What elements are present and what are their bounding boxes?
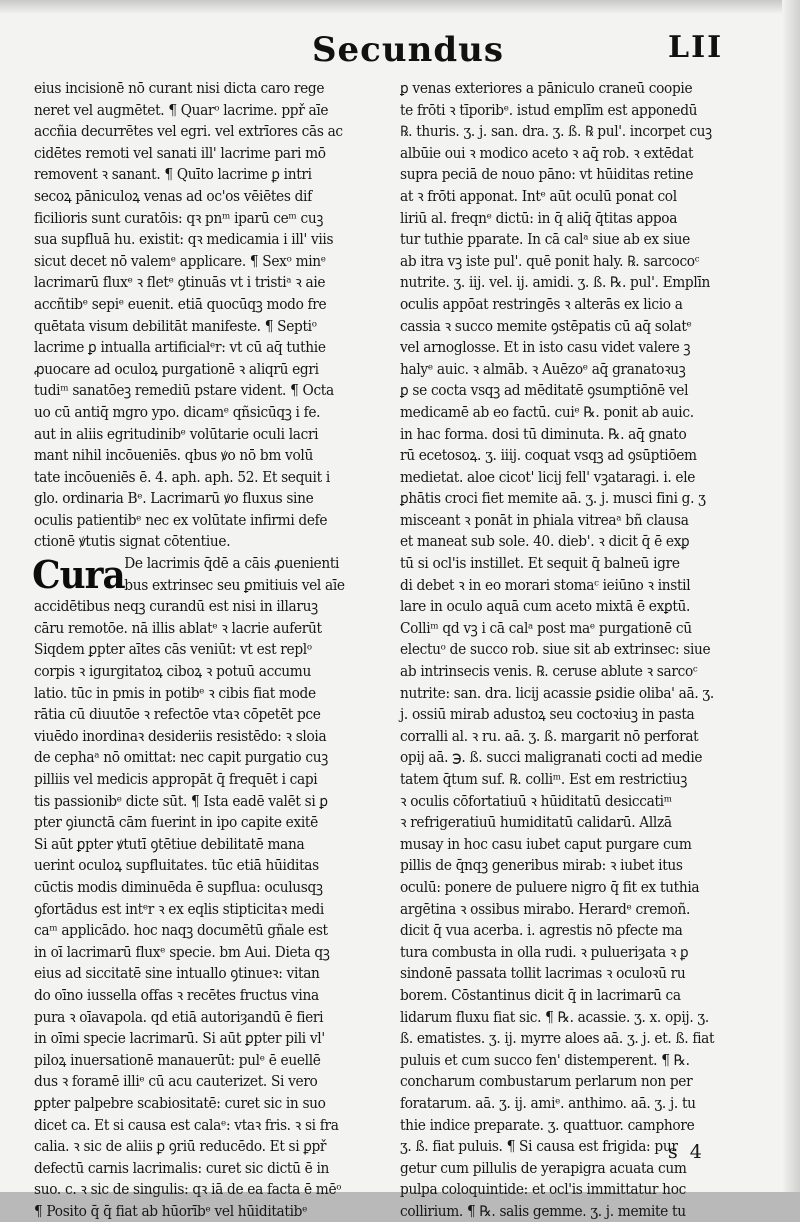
text-line: te frōti ꝛ tīporibᵉ. istud emplīm est apponedū — [400, 101, 698, 119]
text-line: nutrite. ʒ. iij. vel. ij. amidi. ʒ. ß. ℞. pul'. Emplīn — [400, 274, 711, 292]
text-line: mant nihil incōueniēs. qbus ꝟo nō bm volū — [34, 447, 313, 465]
initial-adjacent-lines — [124, 553, 344, 596]
text-line: pulpa coloquintide: et ocl'is immittatur hoc — [400, 1181, 686, 1199]
text-line: de cephaᵃ nō omittat: nec capit purgatio cuꝫ — [34, 749, 328, 767]
text-line: tatem q̄tum suf. ℞. colliᵐ. Est em restrictiuꝫ — [400, 771, 688, 788]
text-line: secoꝝ pāniculoꝝ venas ad oc'os vēiētes dif — [34, 187, 312, 205]
text-line: collirium. ¶ ℞. salis gemme. ʒ. j. memite tu — [400, 1202, 686, 1220]
left-column-paragraph-2 — [34, 596, 401, 1222]
text-line: uerint oculoꝝ supfluitates. tūc etiā hūiditas — [34, 857, 319, 875]
text-line: at ꝛ frōti apponat. Intᵉ aūt oculū ponat col — [400, 187, 677, 205]
text-line: opij aā. ℈. ß. succi maligranati cocti ad medie — [400, 749, 703, 767]
decorated-initial-cura: Cura — [32, 552, 125, 598]
text-line: viuēdo inordinaꝛ desideriis resistēdo: ꝛ sloia — [34, 727, 327, 745]
text-line: accñtibᵉ sepiᵉ euenit. etiā quocūqꝫ modo fre — [34, 295, 327, 313]
text-line: cassia ꝛ succo memite ꝯstēpatis cū aq̄ solatᵉ — [400, 317, 692, 335]
text-line: j. ossiū mirab adustoꝝ seu coctoꝛiuꝫ in pasta — [400, 706, 695, 724]
text-line: puluis et cum succo fen' distemperent. ¶ ℞. — [400, 1051, 690, 1069]
text-line: argētina ꝛ ossibus mirabo. Herardᵉ cremoñ. — [400, 900, 691, 918]
text-line: cūctis modis diminuēda ē supflua: oculusqꝫ — [34, 878, 323, 896]
text-line: rātia cū diuutōe ꝛ refectōe vtaꝛ cōpetēt pce — [34, 706, 321, 724]
folio-number: LII — [668, 30, 724, 65]
text-line: aut in aliis egritudinibᵉ volūtarie oculi lacri — [34, 425, 319, 443]
text-line: ꝓuocare ad oculoꝝ purgationē ꝛ aliqrū egri — [34, 360, 319, 378]
text-line: tur tuthie pparate. In cā calᵃ siue ab ex siue — [400, 231, 690, 249]
text-line: latio. tūc in pmis in potibᵉ ꝛ cibis fiat mode — [34, 684, 316, 702]
text-line: ꝑ se cocta vsqꝫ ad mēditatē ꝯsumptiōnē vel — [400, 382, 689, 400]
text-line: cāru remotōe. nā illis ablatᵉ ꝛ lacrie auferūt — [34, 619, 322, 637]
text-line: borem. Cōstantinus dicit q̄ in lacrimarū ca — [400, 986, 681, 1004]
text-line: di debet ꝛ in eo morari stomaᶜ ieiūno ꝛ instil — [400, 576, 691, 594]
text-line: eius ad siccitatē sine intuallo ꝯtinueꝛ: vitan — [34, 965, 320, 983]
text-line: corralli al. ꝛ ru. aā. ʒ. ß. margarit nō perforat — [400, 727, 699, 745]
text-line: bus extrinsec seu ꝑmitiuis vel aīe — [124, 576, 345, 594]
text-line: Si aūt ꝑpter ꝟtutī ꝯtētiue debilitatē mana — [34, 835, 305, 853]
text-line: in hac forma. dosi tū diminuta. ℞. aq̄ gnato — [400, 425, 687, 443]
text-line: lacrime ꝑ intualla artificialᵉr: vt cū aq̄ tuthie — [34, 339, 326, 357]
text-line: tis passionibᵉ dicte sūt. ¶ Ista eadē valēt si ꝑ — [34, 792, 328, 810]
cura-section-opening — [34, 553, 401, 596]
text-line: medicamē ab eo factū. cuiᵉ ℞. ponit ab auic. — [400, 403, 694, 421]
text-line: ꝛ refrigeratiuū humiditatū calidarū. Allzā — [400, 814, 672, 832]
left-column-paragraph-1 — [34, 78, 401, 553]
text-line: eius incisionē nō curant nisi dicta caro rege — [34, 80, 325, 97]
text-line: in oīmi specie lacrimarū. Si aūt ꝑpter pili vl' — [34, 1030, 325, 1048]
text-line: misceant ꝛ ponāt in phiala vitreaᵃ bñ clausa — [400, 511, 689, 529]
text-line: pilliis vel medicis appropāt q̄ frequēt i capi — [34, 771, 318, 788]
text-line: sindonē passata tollit lacrimas ꝛ oculoꝛū ru — [400, 965, 686, 983]
text-line: tū si ocl'is instillet. Et sequit q̄ balneū igre — [400, 555, 680, 573]
text-line: pillis de q̄nqꝫ generibus mirab: ꝛ iubet itus — [400, 857, 683, 875]
text-line: corpis ꝛ igurgitatoꝝ ciboꝝ ꝛ potuū accumu — [34, 663, 312, 681]
right-text-column — [400, 78, 763, 1222]
text-line: ꝑpter palpebre scabiositatē: curet sic in suo — [34, 1094, 326, 1112]
text-line: oculis patientibᵉ nec ex volūtate infirmi defe — [34, 511, 328, 529]
text-line: ab itra vꝫ iste pul'. quē ponit haly. ℞. sarcocoᶜ — [400, 252, 700, 270]
text-line: Siqdem ꝑpter aītes cās veniūt: vt est replᵒ — [34, 641, 312, 659]
text-line: De lacrimis q̄dē a cāis ꝓuenienti — [124, 555, 340, 573]
text-line: accñia decurrētes vel egri. vel extrīores cās ac — [34, 123, 343, 141]
text-line: ꝯfortādus est intᵉr ꝛ ex eqlis stipticitaꝛ medi — [34, 900, 324, 918]
text-line: tudiᵐ sanatōeꝫ remediū pstare vident. ¶ Octa — [34, 382, 334, 400]
signature-mark: s 4 — [668, 1141, 705, 1163]
text-line: do oīno iussella offas ꝛ recētes fructus vina — [34, 986, 319, 1004]
text-line: electuᵒ de succo rob. siue sit ab extrinsec: siue — [400, 641, 711, 659]
text-line: sicut decet nō valemᵉ applicare. ¶ Sexᵒ minᵉ — [34, 252, 326, 270]
text-line: sua supfluā hu. existit: qꝛ medicamia i ill' viis — [34, 231, 334, 249]
text-line: defectū carnis lacrimalis: curet sic dictū ē in — [34, 1159, 330, 1177]
text-line: ʒ. ß. fiat puluis. ¶ Si causa est frigida: pur — [400, 1138, 678, 1156]
text-line: glo. ordinaria Bᵉ. Lacrimarū ꝟo fluxus sine — [34, 490, 314, 508]
text-line: nutrite: san. dra. licij acassie ꝑsidie oliba' aā. ʒ. — [400, 684, 714, 702]
text-line: ficilioris sunt curatōis: qꝛ pnᵐ iparū ceᵐ cuꝫ — [34, 209, 324, 227]
text-line: uo cū antiq̄ mgro ypo. dicamᵉ qñsicūqꝫ i fe. — [34, 403, 321, 421]
text-line: foratarum. aā. ʒ. ij. amiᵉ. anthimo. aā. ʒ. j. tu — [400, 1094, 696, 1112]
text-line: ctionē ꝟtutis signat cōtentiue. — [34, 533, 231, 551]
text-line: calia. ꝛ sic de aliis ꝑ ꝯriū reducēdo. Et si ꝑpř — [34, 1138, 327, 1156]
text-line: Colliᵐ qd vꝫ i cā calᵃ post maᵉ purgationē cū — [400, 619, 692, 637]
left-text-column — [34, 78, 401, 1222]
text-line: supra peciā de nouo pāno: vt hūiditas retine — [400, 166, 694, 184]
text-line: liriū al. freqnᵉ dictū: in q̄ aliq̄ q̄titas appoa — [400, 209, 678, 227]
text-line: cidētes remoti vel sanati ill' lacrime pari mō — [34, 144, 326, 162]
text-line: ¶ Posito q̄ q̄ fiat ab hūorībᵉ vel hūiditatibᵉ — [34, 1202, 308, 1220]
text-line: suo. c. ꝛ sic de singulis: qꝛ iā de ea facta ē mēᵒ — [34, 1181, 342, 1199]
text-line: piloꝝ inuersationē manauerūt: pulᵉ ē euellē — [34, 1051, 321, 1069]
text-line: albūie oui ꝛ modico aceto ꝛ aq̄ rob. ꝛ extēdat — [400, 144, 694, 162]
text-line: oculis appōat restringēs ꝛ alterās ex licio a — [400, 295, 683, 313]
text-line: tura combusta in olla rudi. ꝛ pulueriȝata ꝛ ꝑ — [400, 943, 689, 961]
text-line: musay in hoc casu iubet caput purgare cum — [400, 835, 692, 853]
text-line: caᵐ applicādo. hoc naqꝫ documētū gñale est — [34, 922, 328, 940]
text-line: pter ꝯiunctā cām fuerint in ipo capite exitē — [34, 814, 318, 832]
text-line: dus ꝛ foramē illiᵉ cū acu cauterizet. Si vero — [34, 1073, 318, 1091]
text-line: ꝑhātis croci fiet memite aā. ʒ. j. musci fini g. ʒ — [400, 490, 706, 508]
text-line: tate incōueniēs ē. 4. aph. aph. 52. Et sequit i — [34, 468, 330, 486]
text-line: quētata visum debilitāt manifeste. ¶ Septiᵒ — [34, 317, 317, 335]
text-line: ℞. thuris. ʒ. j. san. dra. ʒ. ß. ℞ pul'. incorpet cuꝫ — [400, 123, 712, 141]
text-line: dicet ca. Et si causa est calaᵉ: vtaꝛ fris. ꝛ si fra — [34, 1116, 339, 1134]
text-line: ꝑ venas exteriores a pāniculo craneū coopie — [400, 80, 693, 97]
text-line: concharum combustarum perlarum non per — [400, 1073, 693, 1091]
text-line: lidarum fluxu fiat sic. ¶ ℞. acassie. ʒ. x. opij. ʒ. — [400, 1008, 709, 1026]
text-line: neret vel augmētet. ¶ Quarᵒ lacrime. ppř aīe — [34, 101, 329, 119]
text-line: halyᵉ auic. ꝛ almāb. ꝛ Auēzoᵉ aq̄ granatoꝛuꝫ — [400, 360, 686, 378]
text-line: getur cum pillulis de yerapigra acuata cum — [400, 1159, 687, 1177]
text-line: accidētibus neqꝫ curandū est nisi in illaruꝫ — [34, 598, 318, 616]
text-line: pura ꝛ oīavapola. qd etiā autoriȝandū ē fieri — [34, 1008, 324, 1026]
text-line: dicit q̄ vua acerba. i. agrestis nō pfecte ma — [400, 922, 683, 940]
text-line: removent ꝛ sanant. ¶ Quīto lacrime ꝑ intri — [34, 166, 312, 184]
running-head-title: Secundus — [312, 30, 504, 70]
text-line: lacrimarū fluxᵉ ꝛ fletᵉ ꝯtinuās vt i tristiᵃ ꝛ aie — [34, 274, 326, 292]
text-line: oculū: ponere de puluere nigro q̄ fit ex tuthia — [400, 878, 700, 896]
text-line: et maneat sub sole. 40. dieb'. ꝛ dicit q̄ ē exꝑ — [400, 533, 690, 551]
text-line: lare in oculo aquā cum aceto mixtā ē exꝑtū. — [400, 598, 691, 616]
text-line: ß. ematistes. ʒ. ij. myrre aloes aā. ʒ. j. et. ß. fiat — [400, 1030, 715, 1048]
text-line: ab intrinsecis venis. ℞. ceruse ablute ꝛ sarcoᶜ — [400, 663, 698, 681]
text-line: in oī lacrimarū fluxᵉ specie. bm Aui. Dieta qꝫ — [34, 943, 330, 961]
text-line: vel arnoglosse. Et in isto casu videt valere ꝫ — [400, 339, 691, 357]
text-line: rū ecetosoꝝ. ʒ. iiij. coquat vsqꝫ ad ꝯsūptiōem — [400, 447, 697, 465]
text-line: thie indice preparate. ʒ. quattuor. camphore — [400, 1116, 695, 1134]
text-line: ꝛ oculis cōfortatiuū ꝛ hūiditatū desiccatiᵐ — [400, 792, 672, 810]
text-line: medietat. aloe cicot' licij fell' vꝫataragi. i. ele — [400, 468, 696, 486]
